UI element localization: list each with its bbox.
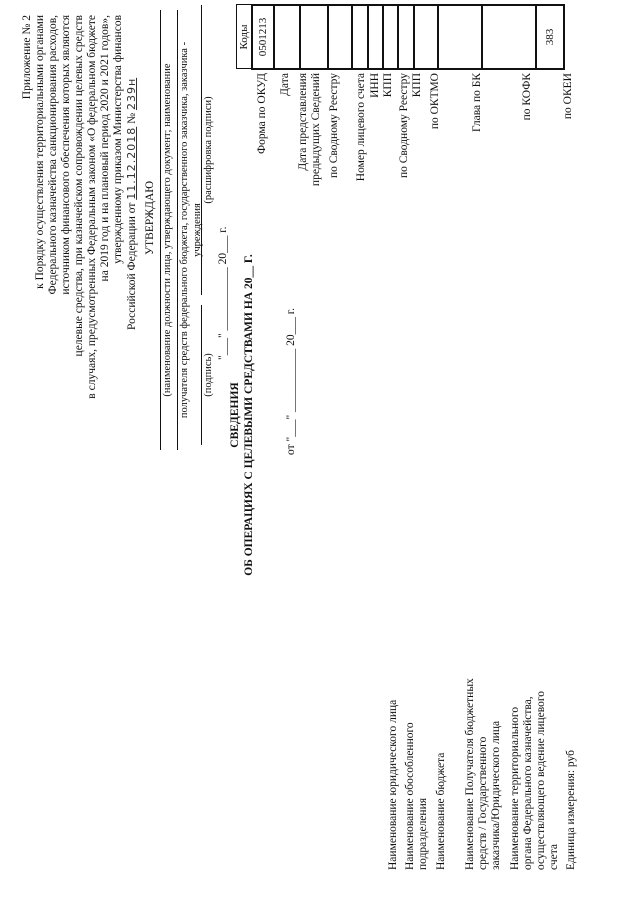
label-budget: Наименование бюджета	[435, 752, 447, 870]
appendix-line: утвержденному приказом Министерства финансов	[112, 15, 124, 264]
label-recipient: средств / Государственного	[477, 736, 489, 870]
label-treasury: осуществляющего ведение лицевого	[535, 690, 547, 870]
approve-date: "___" ___________ 20___ г.	[217, 226, 229, 360]
label-recipient: Наименование Получателя бюджетных	[464, 678, 476, 870]
signature-line	[201, 305, 202, 445]
label-branch: подразделения	[417, 797, 429, 870]
label-unit: Единица измерения: руб	[565, 750, 577, 870]
label-svod2: по Сводному Реестру	[398, 73, 410, 179]
code-glava	[438, 5, 482, 69]
appendix-line: в случаях, предусмотренных Федеральным законом «О федеральном бюджете	[86, 15, 98, 399]
code-account	[352, 5, 368, 69]
label-svod: по Сводному Реестру	[328, 73, 340, 179]
approve-caption: учреждения	[192, 203, 203, 257]
appendix-line: целевые средства, при казначейском сопровождении целевых средств	[73, 15, 85, 357]
approve-line	[177, 10, 178, 450]
label-date-prev: Дата представления	[297, 73, 309, 171]
code-date	[274, 5, 300, 69]
approve-caption: (наименование должности лица, утверждающего документ; наименование	[162, 63, 173, 397]
appendix-number: Приложение № 2	[21, 15, 33, 100]
appendix-line: к Порядку осуществления территориальными органами	[34, 15, 46, 289]
label-date-prev: предыдущих Сведений	[310, 73, 322, 187]
label-okei: по ОКЕИ	[562, 73, 574, 120]
label-kpp2: КПП	[411, 73, 423, 98]
signature-caption: (подпись)	[203, 353, 214, 397]
code-svod	[328, 5, 352, 69]
label-kofk: по КОФК	[521, 73, 533, 121]
label-kpp: КПП	[382, 73, 394, 98]
code-kofk	[482, 5, 536, 69]
codes-header: Коды	[237, 5, 253, 69]
code-svod2	[398, 5, 414, 69]
doc-date: от "___" ___________ 20___ г.	[285, 307, 297, 455]
decode-caption: (расшифровка подписи)	[203, 96, 214, 204]
order-date: 11.12.2018	[125, 126, 138, 200]
label-treasury: счета	[548, 843, 560, 870]
code-inn	[368, 5, 383, 69]
doc-subtitle: ОБ ОПЕРАЦИЯХ С ЦЕЛЕВЫМИ СРЕДСТВАМИ НА 20__ Г.	[243, 254, 255, 576]
label-inn: ИНН	[369, 73, 381, 98]
order-number: 239н	[125, 77, 138, 111]
appendix-line: источником финансового обеспечения которых являются	[60, 15, 72, 295]
label-date: Дата	[279, 73, 291, 96]
label-okud: Форма по ОКУД	[256, 73, 268, 154]
appendix-order-line: Российской Федерации от 11.12.2018 № 239н	[125, 77, 138, 330]
label-branch: Наименование обособленного	[404, 722, 416, 870]
appendix-line: на 2019 год и на плановый период 2020 и 2021 годов»,	[99, 15, 111, 282]
label-oktmo: по ОКТМО	[429, 73, 441, 130]
label-treasury: органа Федерального казначейства,	[522, 696, 534, 870]
label-recipient: заказчика/Юридического лица	[490, 720, 502, 870]
label-legal: Наименование юридического лица	[387, 699, 399, 870]
code-date-prev	[300, 5, 328, 69]
label-treasury: Наименование территориального	[509, 706, 521, 870]
approve-line	[160, 10, 161, 450]
code-kpp	[383, 5, 398, 69]
doc-title: СВЕДЕНИЯ	[229, 382, 241, 448]
code-okud: 0501213	[252, 5, 274, 69]
code-oktmo	[414, 5, 438, 69]
label-account: Номер лицевого счета	[355, 73, 367, 182]
approve-title: УТВЕРЖДАЮ	[144, 180, 156, 255]
codes-table	[236, 4, 565, 70]
approve-caption: получателя средств федерального бюджета, государственного заказчика, заказчика -	[179, 41, 190, 419]
code-okei: 383	[536, 5, 564, 69]
decode-line	[201, 5, 202, 295]
label-glava: Глава по БК	[471, 73, 483, 132]
appendix-line: Федерального казначейства санкционирования расходов,	[47, 15, 59, 295]
